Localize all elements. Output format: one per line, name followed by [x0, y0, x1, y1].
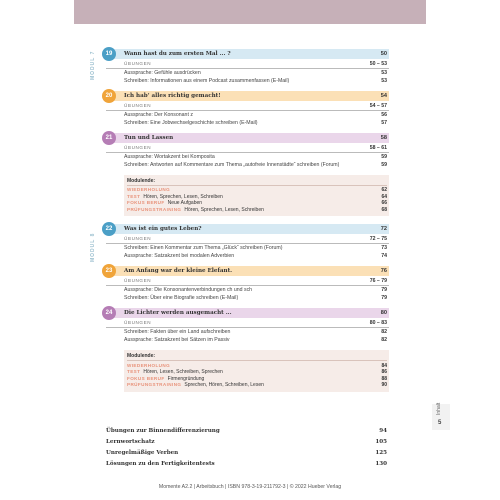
- item-label: Schreiben: Über eine Biografie schreiben (E-Mail): [124, 295, 239, 302]
- item-page: 59: [381, 154, 387, 160]
- appendix-item[interactable]: [106, 425, 389, 436]
- chapter-number: 24: [102, 306, 116, 320]
- list-item[interactable]: [106, 111, 389, 119]
- chapter-header[interactable]: [106, 133, 389, 143]
- review-page: 88: [381, 375, 387, 382]
- review-page: 68: [381, 207, 387, 214]
- review-text: Hören, Sprechen, Lesen, Schreiben: [143, 193, 223, 200]
- exercises-label: ÜBUNGEN: [124, 236, 152, 242]
- review-key: WIEDERHOLUNG: [127, 362, 171, 368]
- exercises-label: ÜBUNGEN: [124, 145, 152, 150]
- list-item[interactable]: [106, 336, 389, 344]
- table-of-contents: [106, 49, 389, 400]
- chapter-page: 58: [380, 135, 387, 141]
- exercises-row[interactable]: [106, 59, 389, 69]
- item-page: 57: [381, 120, 387, 126]
- appendix-label: Lernwortschatz: [106, 438, 155, 445]
- review-row[interactable]: [127, 369, 387, 376]
- appendix-list: [106, 425, 389, 469]
- review-page: 90: [381, 382, 387, 389]
- item-label: Schreiben: Fakten über ein Land aufschreiben: [124, 329, 231, 336]
- item-label: Aussprache: Gefühle ausdrücken: [124, 70, 201, 76]
- appendix-page: 94: [379, 427, 387, 434]
- review-text: Hören, Lesen, Schreiben, Sprechen: [143, 369, 223, 376]
- chapter-header[interactable]: [106, 49, 389, 59]
- chapter-number: 22: [102, 222, 116, 236]
- appendix-label: Unregelmäßige Verben: [106, 449, 179, 456]
- review-key: WIEDERHOLUNG: [127, 187, 171, 193]
- review-key: TEST: [127, 193, 141, 199]
- appendix-label: Übungen zur Binnendifferenzierung: [106, 427, 220, 434]
- exercises-pages: 50 – 53: [369, 60, 387, 67]
- chapter-21: [106, 133, 389, 169]
- appendix-item[interactable]: [106, 458, 389, 469]
- review-key: FOKUS BERUF: [127, 200, 165, 206]
- review-page: 62: [381, 187, 387, 194]
- appendix-label: Lösungen zu den Fertigkeitentests: [106, 460, 215, 467]
- item-page: 56: [381, 112, 387, 118]
- exercises-pages: 54 – 57: [369, 102, 387, 109]
- item-page: 53: [381, 70, 387, 76]
- page-footer: Momente A2.2 | Arbeitsbuch | ISBN 978-3-19-211792-3 | © 2022 Hueber Verlag: [158, 484, 342, 490]
- item-label: Aussprache: Die Konsonantenverbindungen ch und sch: [124, 287, 253, 294]
- item-page: 73: [381, 245, 387, 252]
- list-item[interactable]: [106, 252, 389, 260]
- item-page: 74: [381, 253, 387, 260]
- item-page: 79: [381, 287, 387, 294]
- list-item[interactable]: [106, 153, 389, 161]
- review-key: TEST: [127, 369, 141, 375]
- chapter-page: 54: [380, 93, 387, 99]
- exercises-row[interactable]: [106, 276, 389, 286]
- list-item[interactable]: [106, 119, 389, 127]
- module-review-8: [124, 350, 389, 391]
- item-label: Schreiben: Eine Jobwechselgeschichte schreiben (E-Mail): [124, 120, 258, 126]
- list-item[interactable]: [106, 161, 389, 169]
- item-label: Aussprache: Satzakzent bei Sätzen im Passiv: [124, 337, 230, 344]
- review-page: 64: [381, 193, 387, 200]
- chapter-header[interactable]: [106, 91, 389, 101]
- toc-side-tab: [432, 404, 450, 430]
- item-page: 82: [381, 329, 387, 336]
- exercises-row[interactable]: [106, 234, 389, 244]
- review-key: FOKUS BERUF: [127, 375, 165, 381]
- list-item[interactable]: [106, 294, 389, 302]
- chapter-number: 19: [102, 47, 116, 61]
- review-row[interactable]: [127, 194, 387, 201]
- list-item[interactable]: [106, 77, 389, 85]
- item-page: 79: [381, 295, 387, 302]
- header-band: [74, 0, 426, 24]
- item-page: 59: [381, 162, 387, 168]
- chapter-number: 20: [102, 89, 116, 103]
- exercises-label: ÜBUNGEN: [124, 320, 152, 326]
- module-review-7: [124, 175, 389, 216]
- chapter-title: Was ist ein gutes Leben?: [124, 226, 202, 233]
- module-label-7: MODUL 7: [90, 50, 96, 80]
- item-page: 82: [381, 337, 387, 344]
- chapter-24: [106, 308, 389, 344]
- review-text: Firmengründung: [167, 375, 205, 382]
- appendix-item[interactable]: [106, 436, 389, 447]
- review-row[interactable]: [127, 187, 387, 194]
- review-key: PRÜFUNGSTRAINING: [127, 207, 182, 213]
- module-label-8: MODUL 8: [90, 232, 96, 262]
- item-page: 53: [381, 78, 387, 84]
- chapter-title: Tun und Lassen: [124, 135, 174, 141]
- chapter-page: 80: [380, 310, 387, 317]
- item-label: Aussprache: Wortakzent bei Komposita: [124, 154, 215, 160]
- chapter-page: 72: [380, 226, 387, 233]
- review-page: 66: [381, 200, 387, 207]
- exercises-pages: 58 – 61: [369, 144, 387, 151]
- list-item[interactable]: [106, 69, 389, 77]
- list-item[interactable]: [106, 286, 389, 294]
- review-text: Hören, Sprechen, Lesen, Schreiben: [184, 207, 264, 214]
- exercises-row[interactable]: [106, 143, 389, 153]
- review-page: 86: [381, 369, 387, 376]
- review-page: 84: [381, 362, 387, 369]
- review-row[interactable]: [127, 207, 387, 214]
- chapter-header[interactable]: [106, 266, 389, 276]
- list-item[interactable]: [106, 244, 389, 252]
- review-row[interactable]: [127, 200, 387, 207]
- appendix-page: 130: [375, 460, 387, 467]
- review-row[interactable]: [127, 362, 387, 369]
- exercises-label: ÜBUNGEN: [124, 278, 152, 284]
- chapter-page: 50: [380, 51, 387, 57]
- chapter-22: [106, 224, 389, 260]
- exercises-pages: 80 – 83: [369, 319, 387, 326]
- appendix-item[interactable]: [106, 447, 389, 458]
- exercises-pages: 76 – 79: [369, 277, 387, 284]
- chapter-20: [106, 91, 389, 127]
- exercises-row[interactable]: [106, 101, 389, 111]
- chapter-title: Am Anfang war der kleine Elefant.: [124, 268, 233, 275]
- exercises-pages: 72 – 75: [369, 235, 387, 242]
- review-text: Sprechen, Hören, Schreiben, Lesen: [184, 382, 264, 389]
- appendix-page: 105: [375, 438, 387, 445]
- review-key: PRÜFUNGSTRAINING: [127, 382, 182, 388]
- item-label: Schreiben: Antworten auf Kommentare zum Thema „autofreie Innenstädte“ schreiben (Forum): [124, 162, 340, 168]
- item-label: Schreiben: Informationen aus einem Podcast zusammenfassen (E-Mail): [124, 78, 290, 84]
- exercises-row[interactable]: [106, 318, 389, 328]
- toc-label: Inhalt: [436, 402, 442, 415]
- review-text: Neue Aufgaben: [167, 200, 203, 207]
- chapter-title: Ich hab’ alles richtig gemacht!: [124, 93, 221, 99]
- exercises-label: ÜBUNGEN: [124, 103, 152, 108]
- item-label: Aussprache: Satzakzent bei modalen Adverbien: [124, 253, 235, 260]
- chapter-19: [106, 49, 389, 85]
- chapter-title: Wann hast du zum ersten Mal ... ?: [124, 51, 231, 57]
- chapter-number: 21: [102, 131, 116, 145]
- exercises-label: ÜBUNGEN: [124, 61, 152, 66]
- chapter-header[interactable]: [106, 224, 389, 234]
- review-row[interactable]: [127, 382, 387, 389]
- appendix-page: 125: [375, 449, 387, 456]
- list-item[interactable]: [106, 328, 389, 336]
- chapter-title: Die Lichter werden ausgemacht ...: [124, 310, 232, 317]
- review-title: Modulende:: [127, 353, 387, 361]
- chapter-page: 76: [380, 268, 387, 275]
- page-number: 5: [438, 420, 442, 426]
- chapter-23: [106, 266, 389, 302]
- item-label: Aussprache: Der Konsonant z: [124, 112, 193, 118]
- review-title: Modulende:: [127, 178, 387, 186]
- item-label: Schreiben: Einen Kommentar zum Thema „Glück“ schreiben (Forum): [124, 245, 283, 252]
- chapter-header[interactable]: [106, 308, 389, 318]
- chapter-number: 23: [102, 264, 116, 278]
